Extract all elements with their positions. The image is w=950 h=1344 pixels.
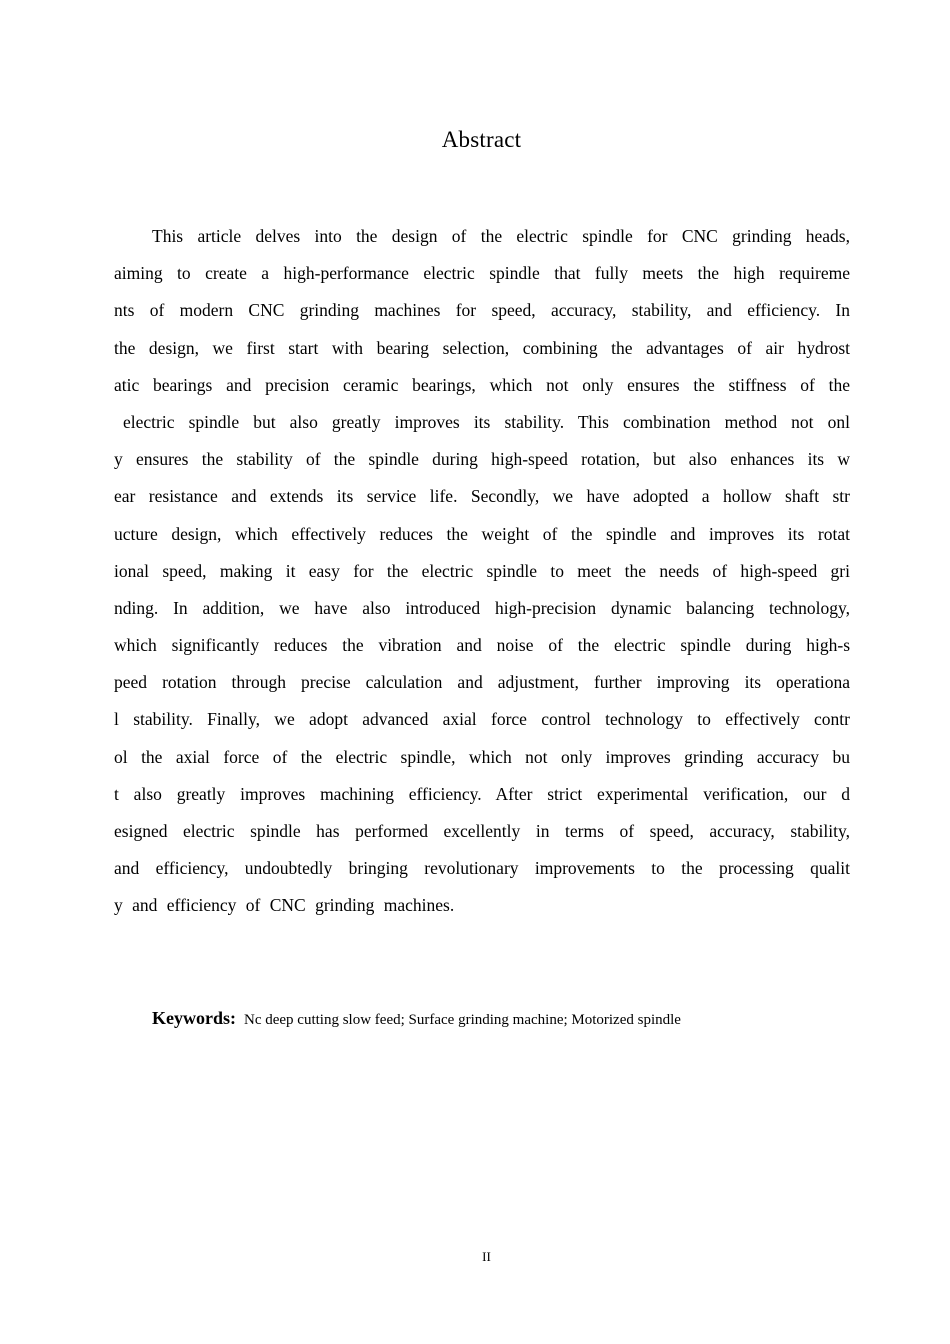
abstract-line: esigned electric spindle has performed excellently in terms of speed, accuracy, stability, [114,821,850,841]
keywords-label: Keywords: [152,1008,236,1028]
abstract-line: ear resistance and extends its service life. Secondly, we have adopted a hollow shaft str [114,486,850,507]
abstract-line: y ensures the stability of the spindle during high-speed rotation, but also enhances its w [114,449,850,470]
abstract-line: electric spindle but also greatly improves its stability. This combination method not onl [123,411,850,432]
abstract-line: and efficiency, undoubtedly bringing revolutionary improvements to the processing qualit [114,858,850,879]
abstract-body [114,218,850,925]
page-title: Abstract [441,127,522,152]
abstract-line: ional speed, making it easy for the electric spindle to meet the needs of high-speed gri [114,560,850,581]
abstract-line: the design, we first start with bearing selection, combining the advantages of air hydrost [114,337,850,358]
abstract-line: This article delves into the design of the electric spindle for CNC grinding heads, [152,226,850,246]
keywords [152,1004,852,1034]
abstract-line: aiming to create a high-performance electric spindle that fully meets the high requireme [114,263,850,284]
abstract-line: y and efficiency of CNC grinding machines. [114,895,455,916]
abstract-line: ol the axial force of the electric spindle, which not only improves grinding accuracy bu [114,746,850,767]
abstract-line: nding. In addition, we have also introduced high-precision dynamic balancing technology, [114,597,850,618]
keywords-text: Nc deep cutting slow feed; Surface grinding machine; Motorized spindle [244,1012,681,1028]
abstract-line: l stability. Finally, we adopt advanced axial force control technology to effectively contr [114,709,850,730]
abstract-line: t also greatly improves machining efficiency. After strict experimental verification, our d [114,783,850,804]
abstract-line: ucture design, which effectively reduces the weight of the spindle and improves its rotat [114,523,850,544]
page-number: II [482,1249,491,1264]
abstract-line: atic bearings and precision ceramic bearings, which not only ensures the stiffness of the [114,374,850,395]
abstract-line: nts of modern CNC grinding machines for speed, accuracy, stability, and efficiency. In [114,300,850,321]
abstract-line: which significantly reduces the vibration and noise of the electric spindle during high-s [114,635,850,656]
abstract-line: peed rotation through precise calculation and adjustment, further improving its operationa [114,672,850,693]
